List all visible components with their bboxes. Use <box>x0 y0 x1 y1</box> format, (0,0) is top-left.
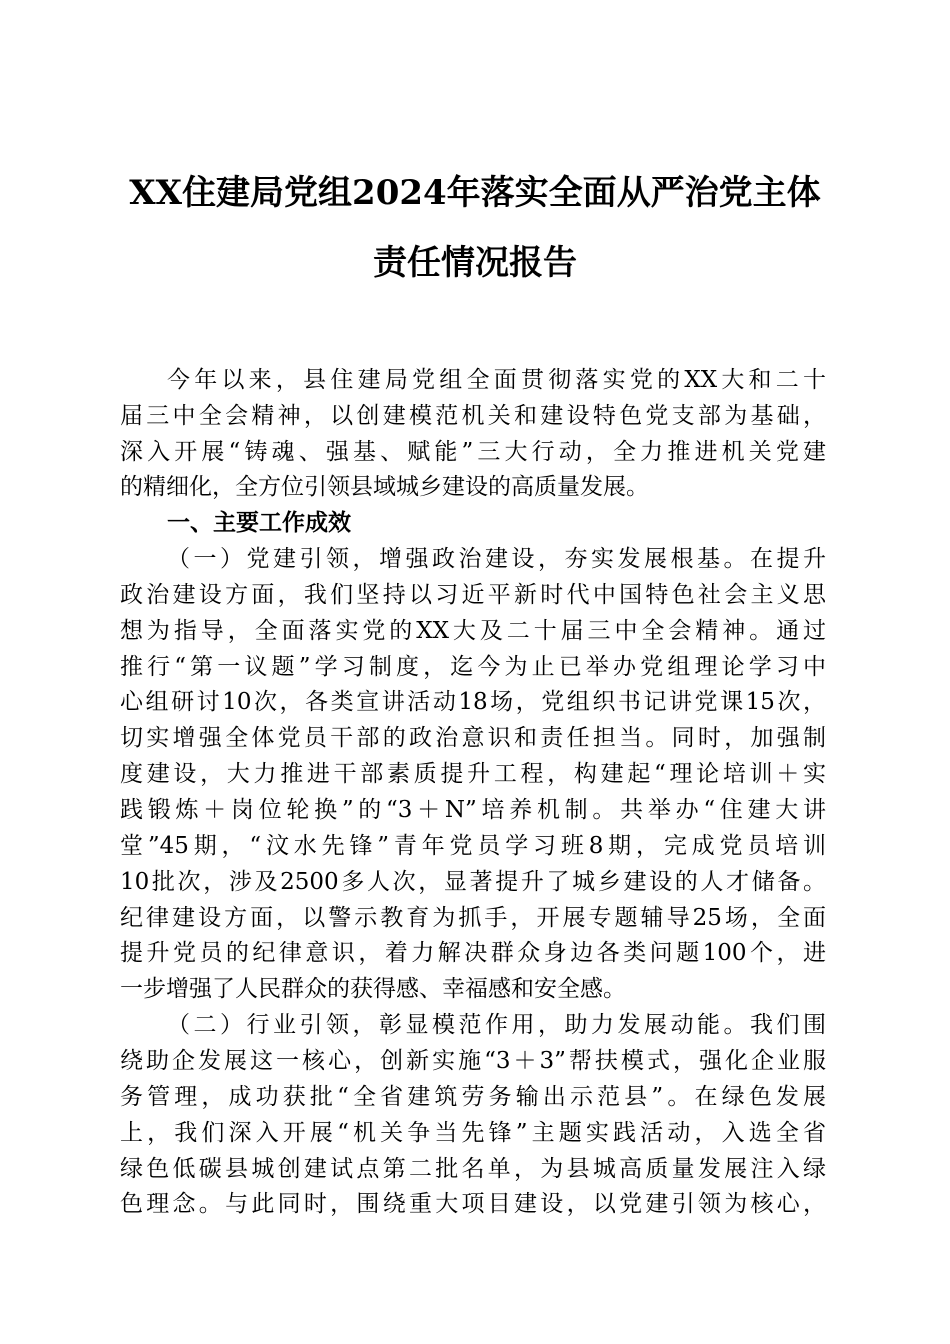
document-title-line-1: XX住建局党组2024年落实全面从严治党主体 <box>129 173 821 213</box>
part1-line: 心组研讨10次，各类宣讲活动18场，党组织书记讲党课15次， <box>120 689 826 715</box>
part1-line: 提升党员的纪律意识，着力解决群众身边各类问题100个，进 <box>120 940 826 966</box>
part2-line: 色理念。与此同时，围绕重大项目建设，以党建引领为核心， <box>120 1191 826 1217</box>
part2-line: 务管理，成功获批“全省建筑劳务输出示范县”。在绿色发展 <box>120 1084 826 1110</box>
part1-line: 10批次，涉及2500多人次，显著提升了城乡建设的人才储备。 <box>120 869 826 895</box>
section-heading: 一、主要工作成效 <box>167 509 351 536</box>
document-title-line-2: 责任情况报告 <box>373 243 577 283</box>
part1-line: 政治建设方面，我们坚持以习近平新时代中国特色社会主义思 <box>120 582 826 608</box>
intro-line: 届三中全会精神，以创建模范机关和建设特色党支部为基础， <box>120 403 826 429</box>
part1-line: 践锻炼＋岗位轮换”的“3＋N”培养机制。共举办“住建大讲 <box>120 797 826 823</box>
part1-line: 纪律建设方面，以警示教育为抓手，开展专题辅导25场，全面 <box>120 905 826 931</box>
part2-line: 绿色低碳县城创建试点第二批名单，为县城高质量发展注入绿 <box>120 1156 826 1182</box>
part1-line: 切实增强全体党员干部的政治意识和责任担当。同时，加强制 <box>120 725 826 751</box>
part2-line: （二）行业引领，彰显模范作用，助力发展动能。我们围 <box>167 1012 826 1038</box>
intro-line: 今年以来，县住建局党组全面贯彻落实党的XX大和二十 <box>167 367 826 393</box>
part1-line: （一）党建引领，增强政治建设，夯实发展根基。在提升 <box>167 546 826 572</box>
part1-line: 一步增强了人民群众的获得感、幸福感和安全感。 <box>120 976 626 1002</box>
part2-line: 绕助企发展这一核心，创新实施“3＋3”帮扶模式，强化企业服 <box>120 1048 826 1074</box>
intro-line: 深入开展“铸魂、强基、赋能”三大行动，全力推进机关党建 <box>120 439 826 465</box>
intro-line: 的精细化，全方位引领县域城乡建设的高质量发展。 <box>120 474 649 500</box>
part2-line: 上，我们深入开展“机关争当先锋”主题实践活动，入选全省 <box>120 1120 826 1146</box>
part1-line: 推行“第一议题”学习制度，迄今为止已举办党组理论学习中 <box>120 654 826 680</box>
part1-line: 堂”45期，“汶水先锋”青年党员学习班8期，完成党员培训 <box>120 833 826 859</box>
part1-line: 想为指导，全面落实党的XX大及二十届三中全会精神。通过 <box>120 618 826 644</box>
part1-line: 度建设，大力推进干部素质提升工程，构建起“理论培训＋实 <box>120 761 826 787</box>
